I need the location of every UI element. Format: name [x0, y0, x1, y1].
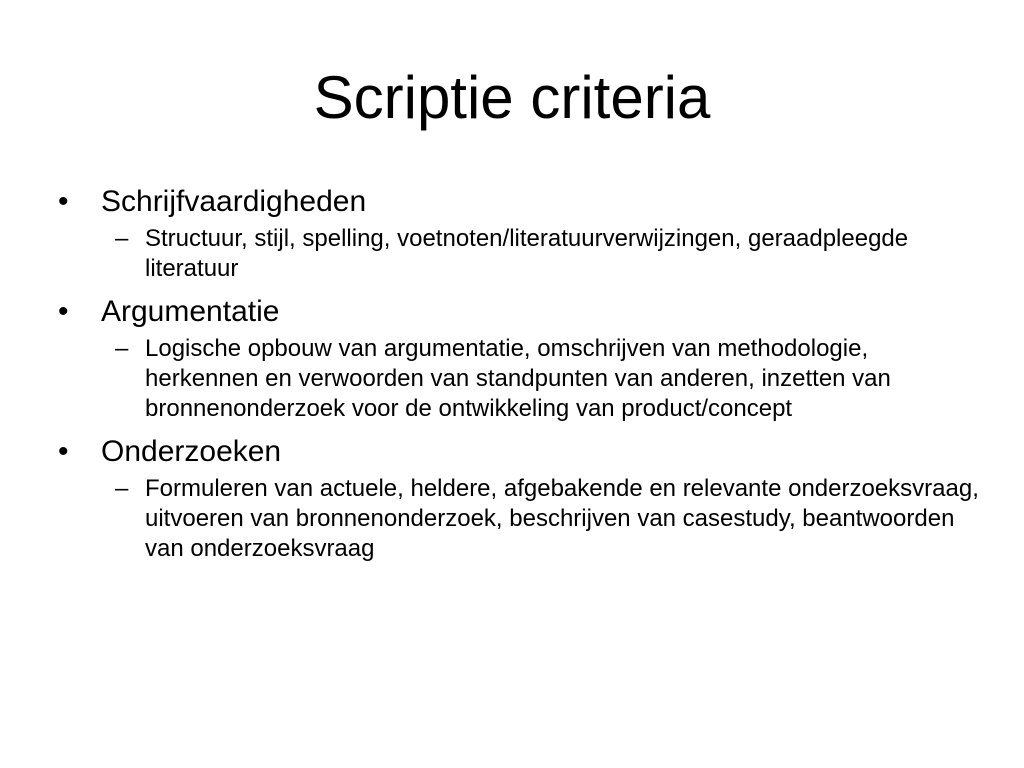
sub-bullet-item [115, 224, 985, 284]
dash-icon: – [115, 335, 129, 362]
sub-bullet-text: Formuleren van actuele, heldere, afgebakende en relevante onderzoeksvraag, uitvoeren van bronnenonderzoek, beschrijven van casestudy, beantwoorden van onderzoeksvraag [145, 475, 979, 562]
dash-icon: – [115, 475, 129, 502]
sub-bullet-item [115, 334, 985, 424]
bullet-label: Argumentatie [101, 295, 280, 328]
bullet-dot-icon: • [58, 435, 69, 468]
slide-title: Scriptie criteria [313, 64, 711, 131]
bullet-item [58, 433, 978, 471]
bullet-item [58, 183, 978, 221]
bullet-item [58, 293, 978, 331]
bullet-label: Schrijfvaardigheden [101, 185, 367, 218]
sub-bullet-text: Logische opbouw van argumentatie, omschrijven van methodologie, herkennen en verwoorden van standpunten van anderen, inzetten van bronnenonderzoek voor de ontwikkeling van product/concept [145, 335, 891, 422]
bullet-dot-icon: • [58, 295, 69, 328]
bullet-dot-icon: • [58, 185, 69, 218]
sub-bullet-item [115, 474, 985, 564]
bullet-list [58, 183, 978, 573]
dash-icon: – [115, 225, 129, 252]
sub-bullet-text: Structuur, stijl, spelling, voetnoten/literatuurverwijzingen, geraadpleegde literatuur [145, 225, 909, 282]
bullet-label: Onderzoeken [101, 435, 282, 468]
